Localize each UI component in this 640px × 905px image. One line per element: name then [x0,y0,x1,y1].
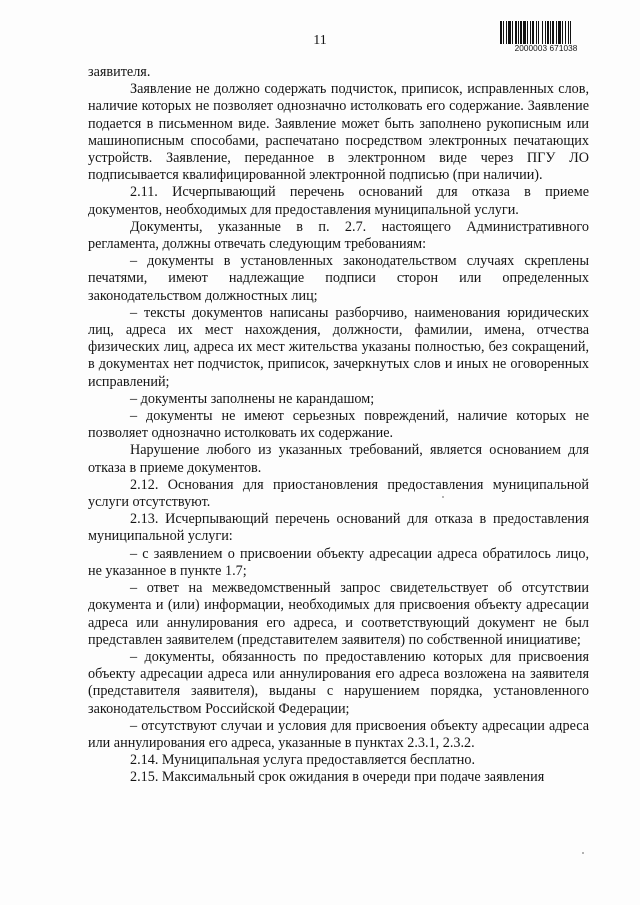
paragraph: – документы заполнены не карандашом; [130,390,375,407]
scan-speck [442,496,444,498]
barcode-bar [520,21,522,45]
paragraph: 2.15. Максимальный срок ожидания в очереди при подаче заявления [130,769,545,786]
scan-speck [582,852,584,854]
barcode-bar [518,21,519,45]
barcode-bar [506,21,507,45]
paragraph: – ответ на межведомственный запрос свидетельствует об отсутствии документа и (или) информации, необходимых для присвоения объекту адресации адреса или аннулирования его адреса, и соответствующий документ не был представлен заявителем (представителем заявителя) по собственной инициативе; [88,580,589,648]
barcode-bar [532,21,534,45]
barcode-bar [530,21,531,45]
barcode-bar [508,21,511,45]
paragraph: – документы не имеют серьезных повреждений, наличие которых не позволяет однозначно истолковать их содержание. [88,408,589,442]
barcode-bar [547,21,549,45]
paragraph: Документы, указанные в п. 2.7. настоящего Административного регламента, должны отвечать следующим требованиям: [88,218,589,253]
barcode-bar [536,21,537,45]
paragraph: 2.14. Муниципальная услуга предоставляется бесплатно. [130,752,476,769]
paragraph: – с заявлением о присвоении объекту адресации адреса обратилось лицо, не указанное в пункте 1.7; [88,545,589,579]
paragraph: – документы, обязанность по предоставлению которых для присвоения объекту адресации адреса или аннулирования его адреса возложена на заявителя (представителя заявителя), выданы с нарушением порядка, установленного законодательством Российской Федерации; [88,648,589,717]
paragraph: Нарушение любого из указанных требований, является основанием для отказа в приеме документов. [88,442,589,476]
barcode-bar [523,21,526,45]
barcode-bar [550,21,551,45]
paragraph: 2.12. Основания для приостановления предоставления муниципальной услуги отсутствуют. [88,476,589,511]
barcode-bar [562,21,563,45]
paragraph: – документы в установленных законодательством случаях скреплены печатями, имеют надлежащие подписи сторон или определенных законодательством должностных лиц; [88,253,589,304]
barcode-bar [538,21,539,45]
barcode-digits: 2000003 671038 [500,44,592,54]
barcode-bar [500,21,502,45]
paragraph: Заявление не должно содержать подчисток, приписок, исправленных слов, наличие которых не позволяет однозначно истолковать его содержание. Заявление подается в письменном виде. Заявление может быть заполнено рукописным или машинописным способами, распечатано посредством электронных печатающих устройств. Заявление, переданное в электронном виде через ПГУ ЛО подписывается квалифицированной электронной подписью (при наличии). [88,81,589,184]
barcode [500,21,592,55]
barcode-bars [500,21,592,45]
barcode-bar [515,21,517,45]
paragraph: – отсутствуют случаи и условия для присвоения объекту адресации адреса или аннулирования его адреса, указанные в пунктах 2.3.1, 2.3.2. [88,717,589,751]
barcode-bar [512,21,513,45]
body-text [88,64,589,787]
paragraph: 2.13. Исчерпывающий перечень оснований для отказа в предоставления муниципальной услуги: [88,511,589,545]
barcode-bar [558,21,561,45]
barcode-bar [565,21,566,45]
paragraph: 2.11. Исчерпывающий перечень оснований для отказа в приеме документов, необходимых для предоставления муниципальной услуги. [88,184,589,218]
page-number: 11 [313,33,327,48]
barcode-bar [556,21,557,45]
barcode-bar [527,21,528,45]
paragraph: – тексты документов написаны разборчиво, наименования юридических лиц, адреса их мест нахождения, должности, фамилии, имена, отчества физических лиц, адреса их мест жительства указаны полностью, без сокращений, в документах нет подчисток, приписок, зачеркнутых слов и иных не оговоренных исправлений; [88,304,589,390]
paragraph: заявителя. [88,64,151,80]
barcode-bar [503,21,504,45]
barcode-bar [545,21,546,45]
barcode-bar [568,21,569,45]
barcode-bar [542,21,543,45]
barcode-bar [570,21,571,45]
barcode-bar [552,21,554,45]
